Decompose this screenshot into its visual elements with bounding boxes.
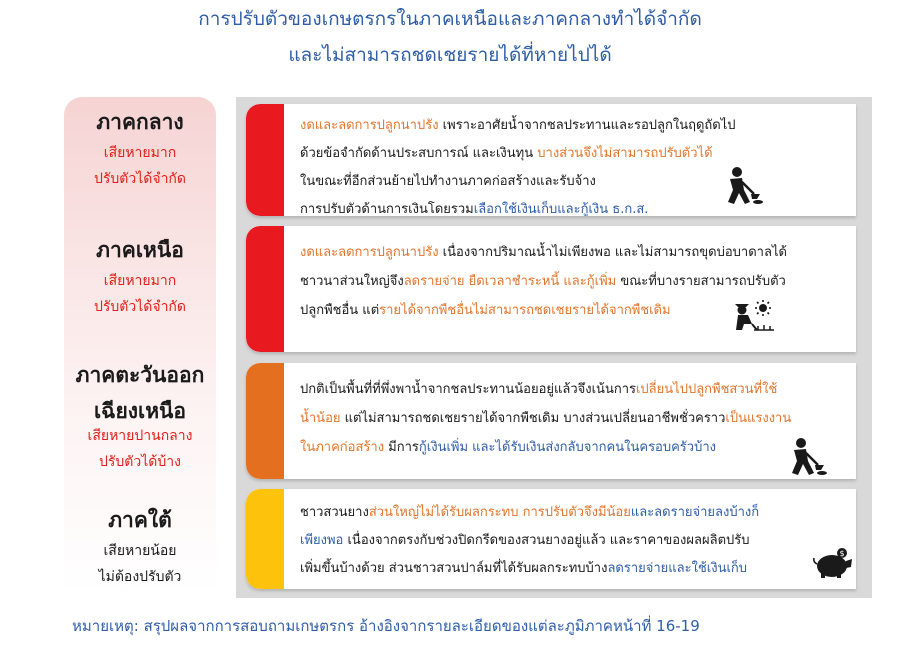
piggy-bank-icon	[812, 547, 854, 579]
region-adapt: ปรับตัวได้จำกัด	[93, 171, 186, 187]
severity-bar	[246, 226, 284, 352]
region-central	[64, 104, 216, 192]
body-text: ในขณะที่อีกส่วนย้ายไปทำงานภาคก่อสร้างและรับจ้าง	[300, 174, 596, 189]
highlight-text: น้ำน้อย	[300, 411, 341, 426]
region-name: ภาคใต้	[108, 508, 172, 532]
highlight-text: เลือกใช้เงินเก็บและกู้เงิน ธ.ก.ส.	[473, 202, 649, 216]
body-text: ขณะที่บางรายสามารถปรับตัว	[616, 274, 786, 289]
region-north	[64, 232, 216, 320]
card-text	[300, 375, 844, 462]
body-text: การปรับตัวด้านการเงินโดยรวม	[300, 202, 474, 216]
body-text: เพิ่มขึ้นบ้างด้วย ส่วนชาวสวนปาล์มที่ได้รับผลกระทบบ้าง	[300, 561, 608, 576]
body-text: เพราะอาศัยน้ำจากชลประทานและรอปลูกในฤดูถัดไป	[438, 118, 736, 133]
region-name: ภาคเหนือ	[96, 238, 184, 262]
adaptation-card-northeast	[246, 363, 856, 479]
region-name-line-1: ภาคตะวันออก	[75, 363, 205, 387]
severity-bar	[246, 104, 284, 216]
worker-shovel-icon	[722, 166, 764, 206]
region-loss: เสียหายมาก	[103, 145, 177, 161]
highlight-text: ส่วนใหญ่ไม่ได้รับผลกระทบ การปรับตัวจึงมีน้อย	[368, 505, 631, 520]
region-adapt: ปรับตัวได้บ้าง	[99, 454, 181, 470]
page-title-line-2: และไม่สามารถชดเชยรายได้ที่หายไปได้	[288, 44, 612, 66]
region-loss: เสียหายน้อย	[103, 543, 177, 559]
footnote: หมายเหตุ: สรุปผลจากการสอบถามเกษตรกร อ้างอิงจากรายละเอียดของแต่ละภูมิภาคหน้าที่ 16-19	[72, 617, 700, 635]
highlight-text: งดและลดการปลูกนาปรัง	[300, 118, 439, 133]
region-south	[64, 502, 216, 590]
body-text: แต่ไม่สามารถชดเชยรายได้จากพืชเดิม บางส่วนเปลี่ยนอาชีพชั่วคราว	[340, 411, 726, 426]
svg-text:$: $	[839, 549, 845, 558]
body-text: ชาวนาส่วนใหญ่จึง	[300, 274, 404, 289]
body-text: เนื่องจากตรงกับช่วงปิดกรีดของสวนยางอยู่แล้ว และราคาของผลผลิตปรับ	[343, 533, 750, 548]
region-name: ภาคกลาง	[96, 110, 184, 134]
body-text: ปกติเป็นพื้นที่ที่พึ่งพาน้ำจากชลประทานน้อยอยู่แล้วจึงเน้นการ	[300, 382, 636, 397]
region-loss: เสียหายมาก	[103, 273, 177, 289]
highlight-text: งดและลดการปลูกนาปรัง	[300, 245, 439, 260]
adaptation-card-central	[246, 104, 856, 216]
highlight-text: และลดรายจ่ายลงบ้างก็	[630, 505, 760, 520]
region-adapt: ไม่ต้องปรับตัว	[98, 569, 182, 585]
body-text: ด้วยข้อจำกัดด้านประสบการณ์ และเงินทุน	[300, 146, 538, 161]
adaptation-card-south	[246, 489, 856, 589]
body-text: เนื่องจากปริมาณน้ำไม่เพียงพอ และไม่สามารถขุดบ่อบาดาลได้	[438, 245, 787, 260]
severity-bar	[246, 489, 284, 589]
highlight-text: บางส่วนจึงไม่สามารถปรับตัวได้	[537, 146, 713, 161]
region-northeast	[64, 357, 216, 475]
highlight-text: ลดรายจ่ายและใช้เงินเก็บ	[607, 561, 748, 576]
card-text	[300, 499, 844, 583]
highlight-text: เปลี่ยนไปปลูกพืชสวนที่ใช้	[635, 382, 778, 397]
region-name-line-2: เฉียงเหนือ	[93, 399, 187, 423]
severity-bar	[246, 363, 284, 479]
adaptation-card-north	[246, 226, 856, 352]
body-text: ปลูกพืชอื่น แต่	[300, 303, 380, 318]
body-text: มีการ	[384, 440, 419, 455]
highlight-text: เป็นแรงงาน	[725, 411, 792, 426]
highlight-text: กู้เงินเพิ่ม และได้รับเงินส่งกลับจากคนในครอบครัวบ้าง	[418, 440, 716, 455]
highlight-text: ลดรายจ่าย ยืดเวลาชำระหนี้ และกู้เพิ่ม	[403, 274, 617, 289]
region-loss: เสียหายปานกลาง	[87, 428, 193, 444]
page-title-line-1: การปรับตัวของเกษตรกรในภาคเหนือและภาคกลางทำได้จำกัด	[198, 8, 702, 30]
body-text: ชาวสวนยาง	[300, 505, 369, 520]
region-adapt: ปรับตัวได้จำกัด	[93, 299, 186, 315]
highlight-text: เพียงพอ	[300, 533, 344, 548]
highlight-text: รายได้จากพืชอื่นไม่สามารถชดเชยรายได้จากพืชเดิม	[379, 303, 671, 318]
highlight-text: ในภาคก่อสร้าง	[300, 440, 385, 455]
worker-shovel-icon	[786, 437, 828, 477]
farmer-planting-icon	[730, 300, 774, 336]
